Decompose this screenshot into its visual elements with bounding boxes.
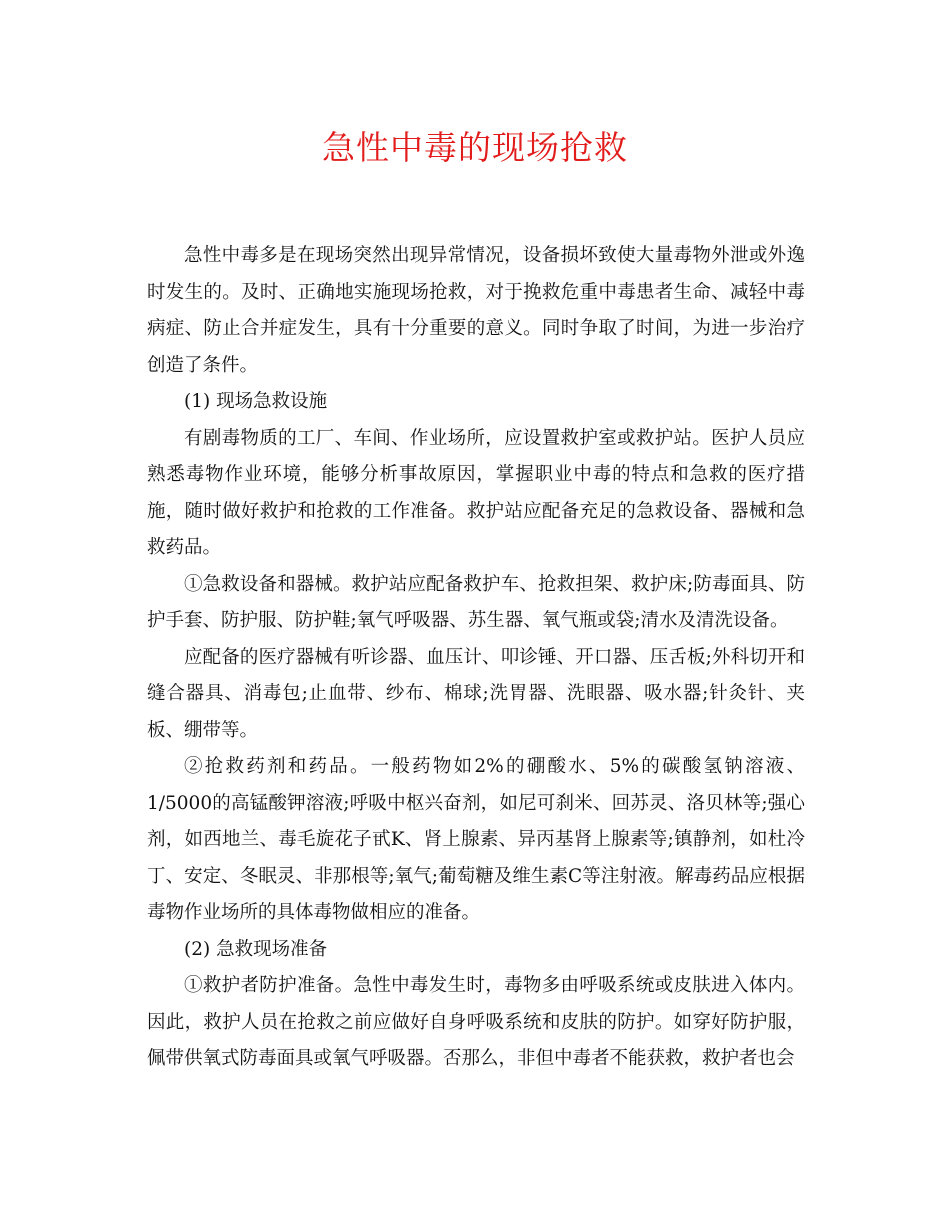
- paragraph-instruments: 应配备的医疗器械有听诊器、血压计、叩诊锤、开口器、压舌板;外科切开和缝合器具、消毒包;止血带、纱布、棉球;洗胃器、洗眼器、吸水器;针灸针、夹板、绷带等。: [147, 646, 805, 741]
- paragraph-protection: ①救护者防护准备。急性中毒发生时，毒物多由呼吸系统或皮肤进入体内。因此，救护人员在抢救之前应做好自身呼吸系统和皮肤的防护。如穿好防护服，佩带供氧式防毒面具或氧气呼吸器。否那么，非但中毒者不能获救，救护者也会: [147, 975, 805, 1069]
- document-title: 急性中毒的现场抢救: [322, 128, 628, 167]
- paragraph-intro: 急性中毒多是在现场突然出现异常情况，设备损坏致使大量毒物外泄或外逸时发生的。及时、正确地实施现场抢救，对于挽救危重中毒患者生命、减轻中毒病症、防止合并症发生，具有十分重要的意义。同时争取了时间，为进一步治疗创造了条件。: [147, 245, 805, 376]
- paragraph-equipment: ①急救设备和器械。救护站应配备救护车、抢救担架、救护床;防毒面具、防护手套、防护服、防护鞋;氧气呼吸器、苏生器、氧气瓶或袋;清水及清洗设备。: [147, 573, 805, 631]
- section-heading-2: (2) 急救现场准备: [184, 938, 328, 960]
- paragraph-drugs: ②抢救药剂和药品。一般药物如2%的硼酸水、5%的碳酸氢钠溶液、1/5000的高锰酸钾溶液;呼吸中枢兴奋剂，如尼可刹米、回苏灵、洛贝林等;强心剂，如西地兰、毒毛旋花子甙K、肾上腺素、异丙基肾上腺素等;镇静剂，如杜冷丁、安定、冬眠灵、非那根等;氧气;葡萄糖及维生素C等注射液。解毒药品应根据毒物作业场所的具体毒物做相应的准备。: [147, 756, 805, 923]
- section-heading-1: (1) 现场急救设施: [184, 391, 328, 412]
- document-body: [147, 238, 805, 1078]
- paragraph-station: 有剧毒物质的工厂、车间、作业场所，应设置救护室或救护站。医护人员应熟悉毒物作业环境，能够分析事故原因，掌握职业中毒的特点和急救的医疗措施，随时做好救护和抢救的工作准备。救护站应配备充足的急救设备、器械和急救药品。: [147, 427, 805, 558]
